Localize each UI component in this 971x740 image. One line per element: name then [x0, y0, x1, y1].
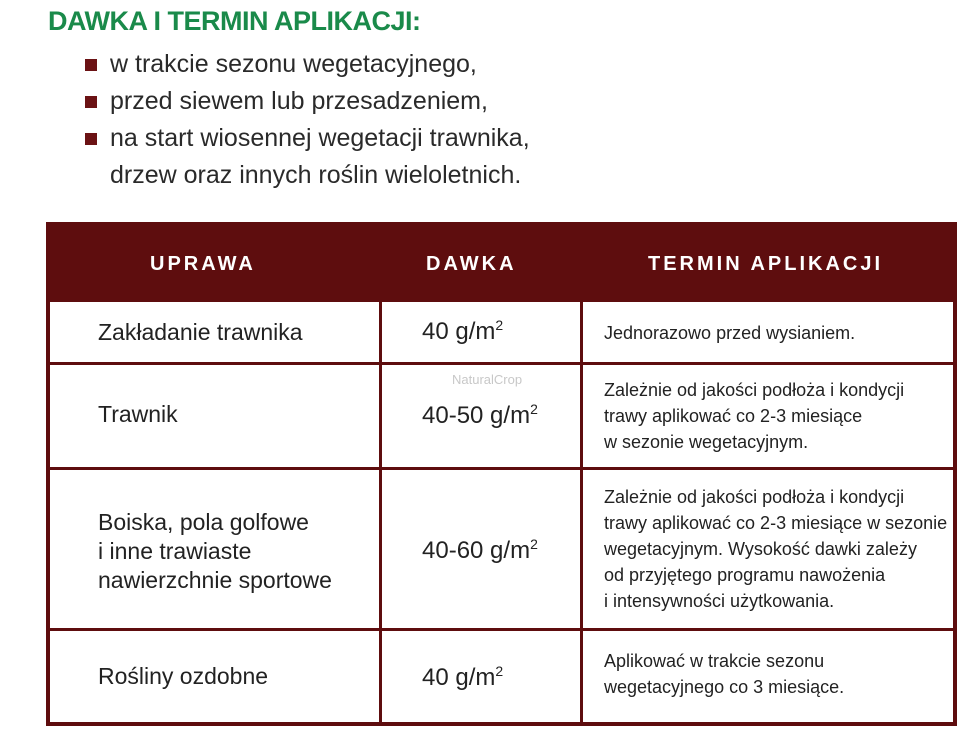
term-line: Zależnie od jakości podłoża i kondycji [604, 380, 905, 400]
term-line: trawy aplikować co 2-3 miesiące w sezonie [604, 513, 948, 533]
watermark: NaturalCrop [452, 372, 523, 387]
bullet-item [84, 83, 530, 120]
header-crop: UPRAWA [150, 253, 256, 275]
bullet-line: drzew oraz innych roślin wieloletnich. [110, 161, 522, 189]
dose-value: 40 g/m [422, 664, 496, 691]
term-line: w sezonie wegetacyjnym. [604, 432, 809, 452]
term-line: wegetacyjnego co 3 miesiące. [604, 677, 845, 697]
term-cell [604, 377, 904, 455]
dose-value: 40-60 g/m [422, 537, 531, 564]
bullet-item [84, 120, 530, 194]
crop-line: Trawnik [98, 401, 178, 427]
unit-exponent: 2 [495, 663, 504, 679]
crop-line: nawierzchnie sportowe [98, 567, 332, 593]
term-line: trawy aplikować co 2-3 miesiące [604, 406, 863, 426]
crop-line: Zakładanie trawnika [98, 319, 303, 345]
term-line: Zależnie od jakości podłoża i kondycji [604, 487, 905, 507]
term-line: i intensywności użytkowania. [604, 591, 835, 611]
dose-value: 40-50 g/m [422, 402, 531, 429]
bullet-line: przed siewem lub przesadzeniem, [110, 87, 488, 115]
dose-cell [422, 536, 538, 565]
table-header [50, 226, 953, 302]
dose-cell [422, 401, 538, 430]
section-heading: DAWKA I TERMIN APLIKACJI: [48, 6, 421, 36]
unit-exponent: 2 [530, 536, 538, 552]
table-row [50, 631, 953, 726]
bullet-list [84, 46, 530, 194]
crop-cell [98, 400, 178, 429]
term-line: Aplikować w trakcie sezonu [604, 651, 825, 671]
term-cell [604, 320, 855, 346]
dosage-table [46, 222, 957, 726]
term-line: od przyjętego programu nawożenia [604, 565, 886, 585]
crop-line: i inne trawiaste [98, 538, 252, 564]
crop-cell [98, 508, 332, 595]
term-cell [604, 484, 947, 614]
unit-exponent: 2 [530, 401, 538, 417]
header-term: TERMIN APLIKACJI [648, 253, 884, 275]
dose-value: 40 g/m [422, 318, 496, 345]
table-row [50, 470, 953, 628]
term-line: wegetacyjnym. Wysokość dawki zależy [604, 539, 917, 559]
bullet-line: na start wiosennej wegetacji trawnika, [110, 124, 530, 152]
term-cell [604, 648, 844, 700]
bullet-line: w trakcie sezonu wegetacyjnego, [110, 50, 477, 78]
square-bullet-icon [85, 133, 97, 145]
crop-line: Boiska, pola golfowe [98, 509, 309, 535]
dose-cell [422, 317, 503, 346]
crop-cell [98, 662, 268, 691]
crop-cell [98, 318, 303, 347]
square-bullet-icon [85, 96, 97, 108]
square-bullet-icon [85, 59, 97, 71]
crop-line: Rośliny ozdobne [98, 663, 269, 689]
unit-exponent: 2 [495, 317, 504, 333]
header-dose: DAWKA [426, 253, 517, 275]
term-line: Jednorazowo przed wysianiem. [604, 323, 856, 343]
table-row [50, 302, 953, 362]
dose-cell [422, 663, 503, 692]
bullet-item [84, 46, 530, 83]
